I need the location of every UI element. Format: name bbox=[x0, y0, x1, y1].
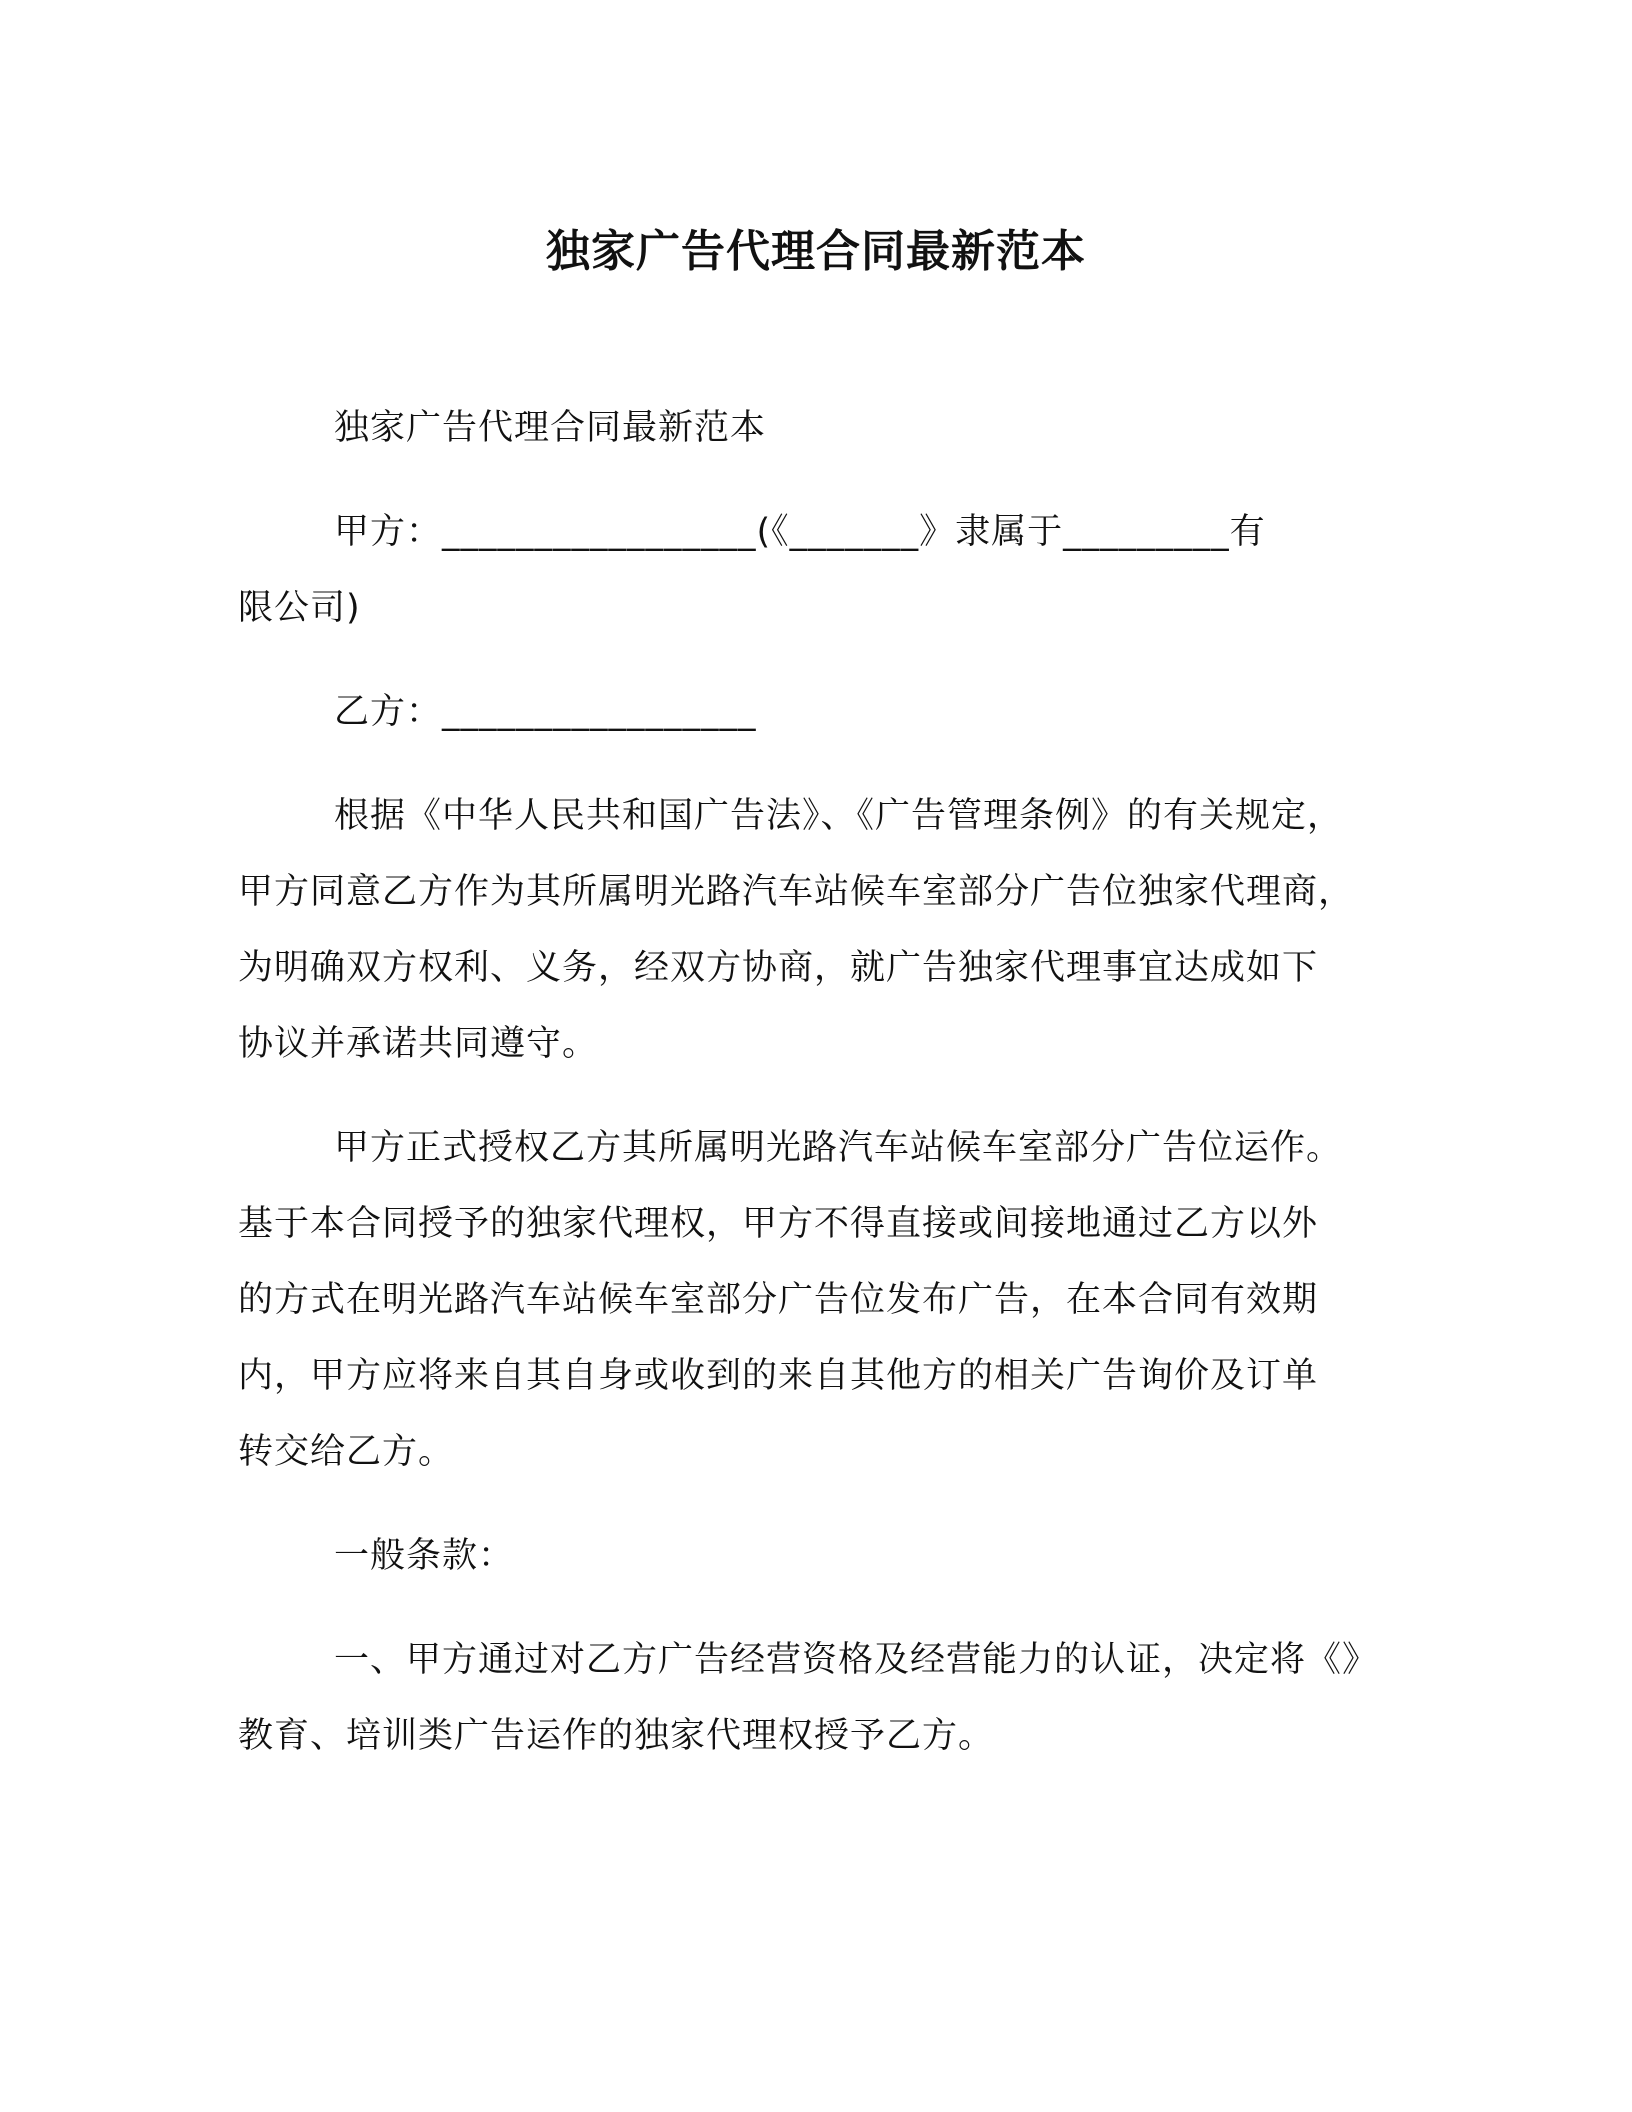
paragraph-line: 根据《中华人民共和国广告法》、《广告管理条例》的有关规定， bbox=[334, 796, 1344, 836]
paragraph-general-terms bbox=[238, 1518, 1408, 1594]
paragraph-line: 一、甲方通过对乙方广告经营资格及经营能力的认证，决定将《》 bbox=[334, 1640, 1379, 1680]
document-body bbox=[238, 390, 1408, 1802]
paragraph-line: 基于本合同授予的独家代理权，甲方不得直接或间接地通过乙方以外 bbox=[238, 1204, 1319, 1244]
paragraph-clause-one bbox=[238, 1622, 1408, 1774]
paragraph-line: 限公司) bbox=[238, 588, 361, 628]
paragraph-line: 教育、培训类广告运作的独家代理权授予乙方。 bbox=[238, 1716, 995, 1756]
paragraph-line: 甲方：_________________(《_______》隶属于_________有 bbox=[334, 512, 1266, 552]
paragraph-authorization bbox=[238, 1110, 1408, 1490]
paragraph-line: 独家广告代理合同最新范本 bbox=[334, 408, 767, 448]
paragraph-line: 内，甲方应将来自其自身或收到的来自其他方的相关广告询价及订单 bbox=[238, 1356, 1319, 1396]
paragraph-line: 协议并承诺共同遵守。 bbox=[238, 1024, 599, 1064]
paragraph-line: 乙方：_________________ bbox=[334, 692, 757, 732]
paragraph-subtitle bbox=[238, 390, 1408, 466]
paragraph-party-b bbox=[238, 674, 1408, 750]
paragraph-party-a bbox=[238, 494, 1408, 646]
paragraph-line: 一般条款： bbox=[334, 1536, 515, 1576]
paragraph-line: 甲方同意乙方作为其所属明光路汽车站候车室部分广告位独家代理商， bbox=[238, 872, 1355, 912]
document-title: 独家广告代理合同最新范本 bbox=[546, 226, 1086, 277]
paragraph-line: 甲方正式授权乙方其所属明光路汽车站候车室部分广告位运作。 bbox=[334, 1128, 1343, 1168]
paragraph-basis bbox=[238, 778, 1408, 1082]
paragraph-line: 转交给乙方。 bbox=[238, 1432, 455, 1472]
paragraph-line: 的方式在明光路汽车站候车室部分广告位发布广告，在本合同有效期 bbox=[238, 1280, 1319, 1320]
paragraph-line: 为明确双方权利、义务，经双方协商，就广告独家代理事宜达成如下 bbox=[238, 948, 1319, 988]
